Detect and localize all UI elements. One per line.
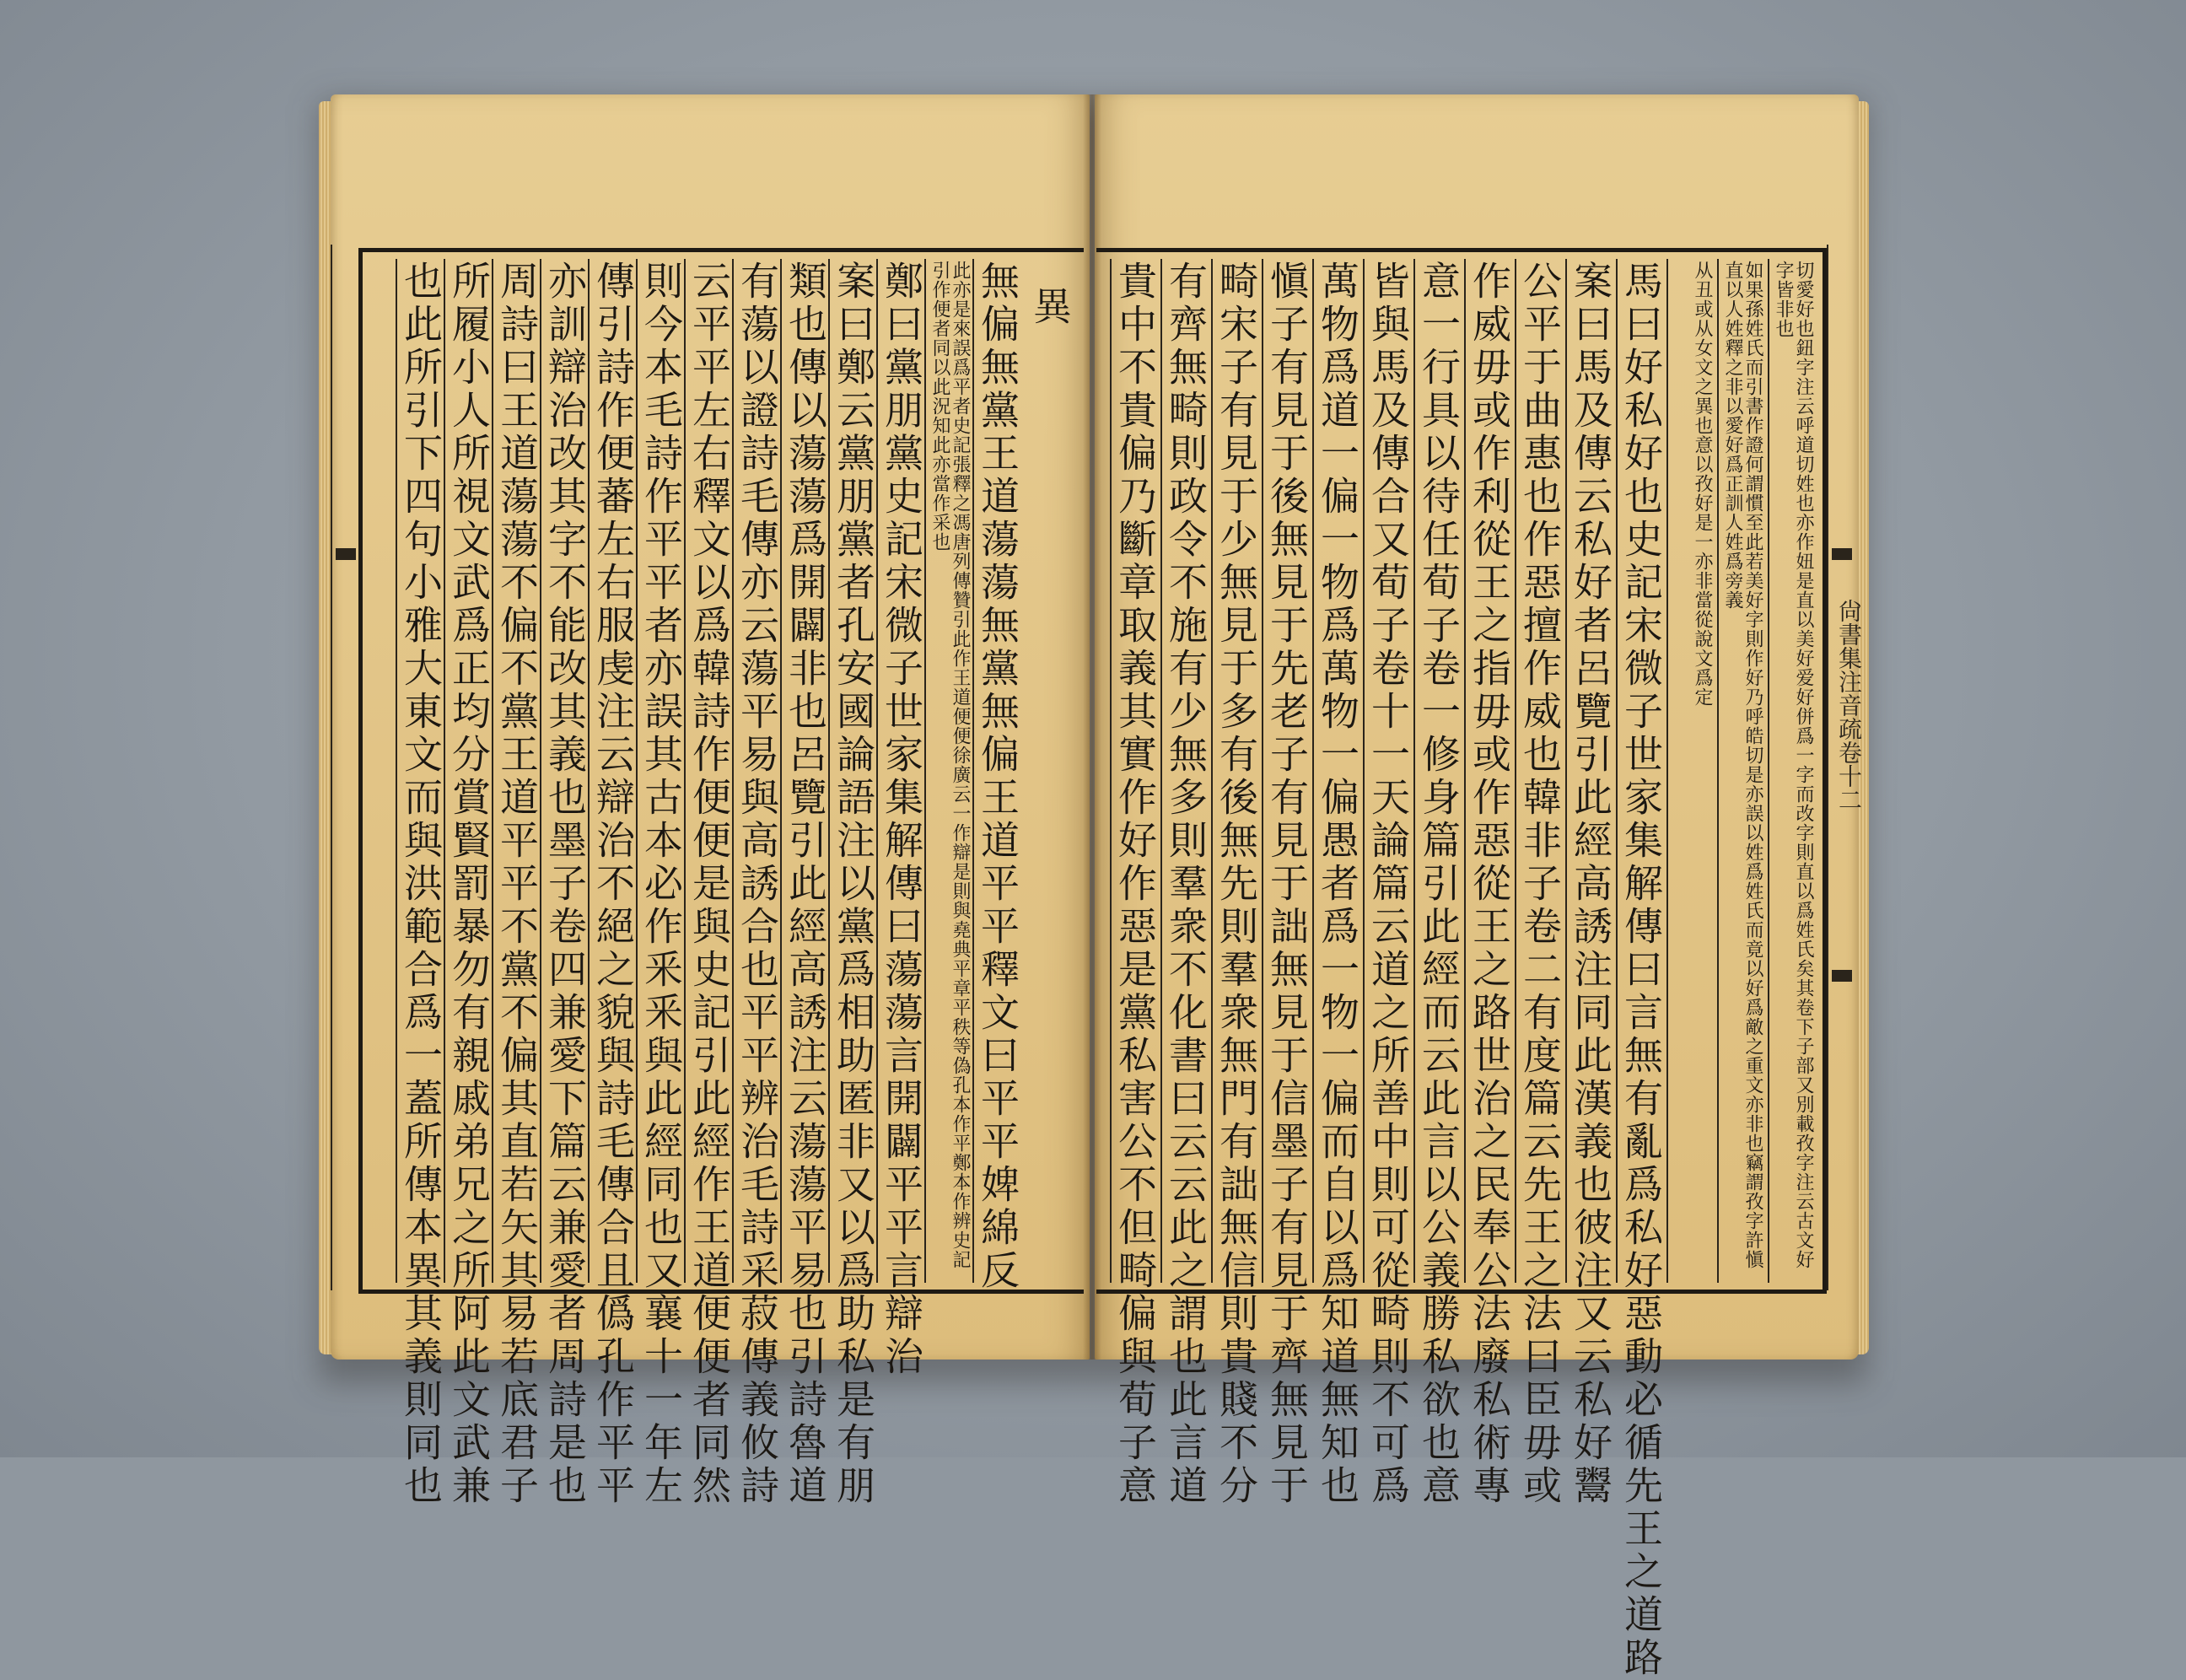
column-text: 馬曰好私好也史記宋微子世家集解傳曰言無有亂爲私好惡動必循先王之道路 bbox=[1618, 261, 1664, 1680]
text-column bbox=[1262, 259, 1310, 1508]
column-text: 有齊無畸則政令不施有少無多則羣衆不化書曰云云此之謂也此言道 bbox=[1163, 261, 1209, 1508]
text-column bbox=[1211, 259, 1259, 1508]
text-column bbox=[1717, 259, 1764, 1283]
column-text: 無偏無黨王道蕩蕩無黨無偏王道平平釋文曰平平婢綿反 bbox=[975, 261, 1020, 1293]
text-column bbox=[444, 259, 492, 1508]
text-column bbox=[1616, 259, 1664, 1680]
text-column bbox=[828, 259, 876, 1508]
text-column bbox=[396, 259, 444, 1508]
column-text: 亦訓辯治改其字不能改其義也墨子卷四兼愛下篇云兼愛者周詩是也 bbox=[542, 261, 588, 1508]
text-column bbox=[588, 259, 636, 1508]
right-text-frame bbox=[1096, 248, 1827, 1680]
text-column bbox=[780, 259, 828, 1508]
column-text: 愼子有見于後無見于先老子有見于詘無見于信墨子有見于齊無見于 bbox=[1264, 261, 1310, 1508]
fold-margin bbox=[1827, 245, 1863, 1290]
column-text: 貴中不貴偏乃斷章取義其實作好作惡是黨私害公不但畸偏與荀子意 bbox=[1112, 261, 1158, 1508]
text-column bbox=[1666, 259, 1714, 1283]
column-text: 所履小人所視文武爲正均分賞賢罰暴勿有親戚弟兄之所阿此文武兼 bbox=[446, 261, 492, 1508]
column-text: 畸宋子有見于少無見于多有後無先則羣衆無門有詘無信則貴賤不分 bbox=[1214, 261, 1259, 1508]
column-text: 如果孫姓氏而引書作證何謂慣至此若美好字則作好乃呼皓切是亦誤以姓爲姓氏而竟以好爲敵之重文亦非也竊謂孜字許愼直以人姓釋之非以愛好爲正訓人姓爲旁義 bbox=[1722, 261, 1763, 1269]
section-title: 異 bbox=[1027, 286, 1073, 325]
column-text: 此亦是來誤爲平者史記張釋之馮唐列傳贊引此作王道便便徐廣云一作辯是則與堯典平章平秩等偽孔本作平鄭本作辨史記引作便者同以此況知此亦當作采也 bbox=[929, 261, 971, 1269]
column-text: 則今本毛詩作平平者亦誤其古本必作釆釆與此經同也又襄十一年左 bbox=[638, 261, 684, 1508]
fishtail-mark-bottom bbox=[1832, 970, 1852, 982]
column-text: 也此所引下四句小雅大東文而與洪範合爲一蓋所傳本異其義則同也 bbox=[398, 261, 444, 1508]
column-text: 案曰馬及傳云私好者呂覽引此經高誘注同此漢義也彼注又云私好鬻 bbox=[1568, 261, 1613, 1508]
text-column bbox=[636, 259, 684, 1508]
column-text: 周詩曰王道蕩蕩不偏不黨王道平平不黨不偏其直若矢其易若底君子 bbox=[494, 261, 540, 1508]
text-column bbox=[492, 259, 540, 1508]
column-text: 公平于曲惠也作惡擅作威也韓非子卷二有度篇云先王之法曰臣毋或 bbox=[1517, 261, 1563, 1508]
text-column bbox=[1515, 259, 1563, 1508]
column-text: 鄭曰黨朋黨史記宋微子世家集解傳曰蕩蕩言開闢平平言辯治 bbox=[879, 261, 924, 1379]
column-text: 从丑或从女文之異也意以孜好是一亦非當從說文爲定 bbox=[1692, 261, 1713, 707]
text-column bbox=[876, 259, 924, 1379]
text-column bbox=[972, 259, 1020, 1293]
text-column bbox=[1768, 259, 1815, 1283]
text-column bbox=[732, 259, 780, 1508]
fishtail-mark-top bbox=[1832, 548, 1852, 560]
column-text: 切愛好也鈕字注云呼道切姓也亦作妞是直以美好爱好併爲一字而改字則直以爲姓氏矣其卷下子部又別載孜字注云古文好字皆非也 bbox=[1773, 261, 1814, 1269]
fold-label-text: 尙書集注音疏卷十二 bbox=[1835, 599, 1863, 811]
column-text: 皆與馬及傳合又荀子卷十一天論篇云道之所善中則可從畸則不可爲 bbox=[1365, 261, 1411, 1508]
text-column bbox=[684, 259, 732, 1508]
column-text: 云平平左右釋文以爲韓詩作便便是與史記引此經作王道便便者同然 bbox=[686, 261, 732, 1508]
column-text: 意一行具以待任荀子卷一修身篇引此經而云此言以公義勝私欲也意 bbox=[1416, 261, 1462, 1508]
column-text: 作威毋或作利從王之指毋或作惡從王之路世治之民奉公法廢私術專 bbox=[1467, 261, 1512, 1508]
text-column bbox=[1312, 259, 1360, 1508]
text-column bbox=[1464, 259, 1512, 1508]
column-text: 案曰鄭云黨朋黨者孔安國論語注以黨爲相助匿非又以爲助私是有朋 bbox=[831, 261, 876, 1508]
column-text: 萬物爲道一偏一物爲萬物一偏愚者爲一物一偏而自以爲知道無知也 bbox=[1315, 261, 1360, 1508]
left-fold-margin bbox=[331, 245, 358, 1290]
left-text-frame bbox=[358, 248, 1084, 1508]
text-column bbox=[1565, 259, 1613, 1508]
text-column bbox=[1363, 259, 1411, 1508]
text-column bbox=[1110, 259, 1158, 1508]
column-text: 傳引詩作便蕃左右服虔注云辯治不絕之貌與詩毛傳合且僞孔作平平 bbox=[590, 261, 636, 1508]
text-column bbox=[924, 259, 972, 1283]
text-column bbox=[540, 259, 588, 1508]
text-column bbox=[1160, 259, 1209, 1508]
column-text: 有蕩以證詩毛傳亦云蕩平易與高誘合也平平辨治毛詩采菽傳義攸詩 bbox=[735, 261, 780, 1508]
left-fishtail-mark bbox=[336, 548, 356, 560]
column-text: 類也傳以蕩蕩爲開闢非也呂覽引此經高誘注云蕩蕩平易也引詩魯道 bbox=[783, 261, 828, 1508]
text-column bbox=[1413, 259, 1462, 1508]
